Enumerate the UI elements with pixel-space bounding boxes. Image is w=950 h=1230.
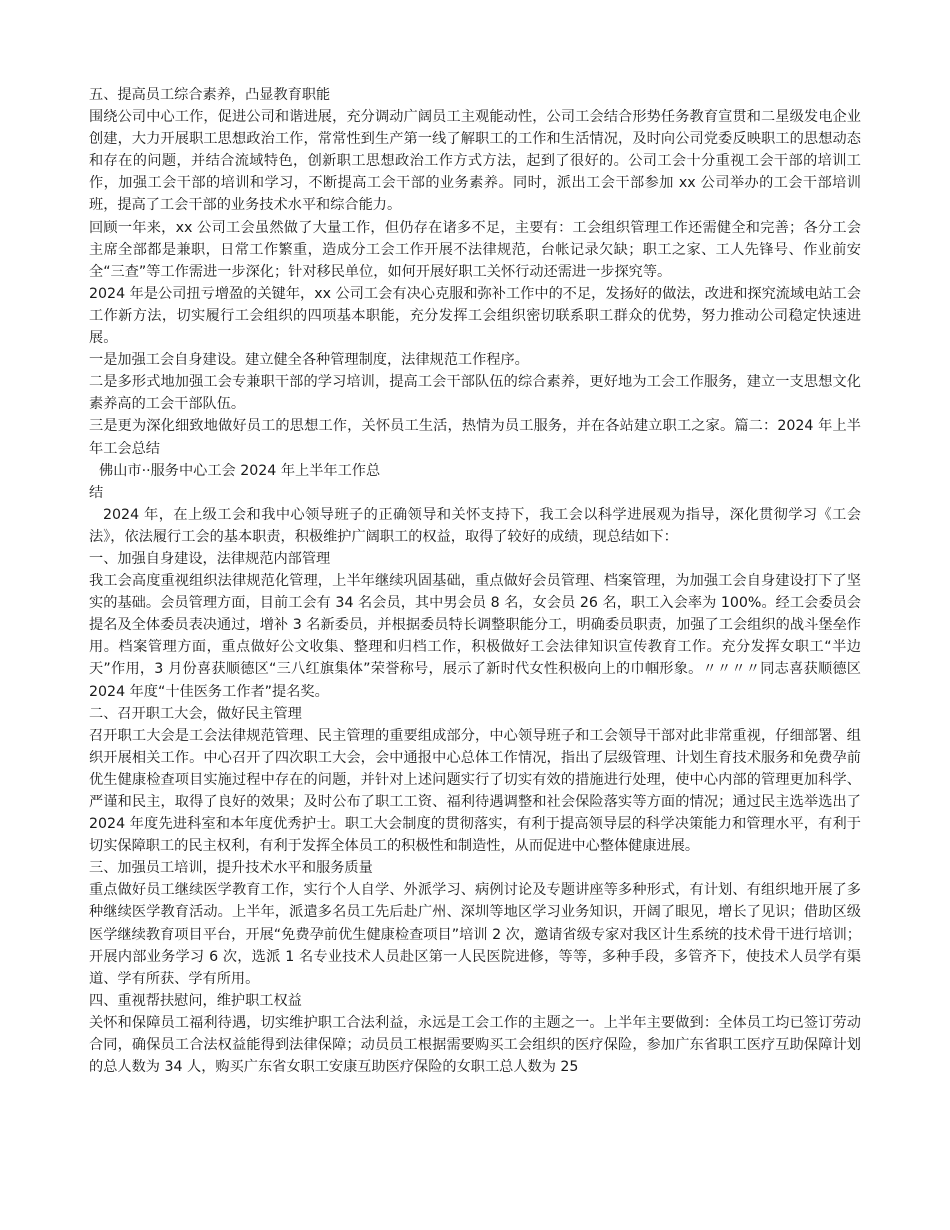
body-paragraph: 我工会高度重视组织法律规范化管理，上半年继续巩固基础，重点做好会员管理、档案管理，为加强工会自身建设打下了坚实的基础。会员管理方面，目前工会有 34 名会员，其中男会员 8 名，女会员 26 名，职工入会率为 100%。经工会委员会提名及全体委员表决通过，增补 3 名新委员，并根据委员特长调整职能分工，明确委员职责，加强了工会组织的战斗堡垒作用。档案管理方面，重点做好公文收集、整理和归档工作，积极做好工会法律知识宣传教育工作。充分发挥女职工“半边天”作用，3 月份喜获顺德区“三八红旗集体”荣誉称号，展示了新时代女性积极向上的巾帼形象。〃〃〃〃同志喜获顺德区 2024 年度“十佳医务工作者”提名奖。 (89, 573, 861, 700)
body-paragraph: 2024 年是公司扭亏增盈的关键年，xx 公司工会有决心克服和弥补工作中的不足，发扬好的做法，改进和探究流域电站工会工作新方法，切实履行工会组织的四项基本职能，充分发挥工会组织密切联系职工群众的优势，努力推动公司稳定快速进展。 (89, 285, 861, 347)
body-paragraph: 召开职工大会是工会法律规范管理、民主管理的重要组成部分，中心领导班子和工会领导干部对此非常重视，仔细部署、组织开展相关工作。中心召开了四次职工大会，会中通报中心总体工作情况，指出了层级管理、计划生育技术服务和免费孕前优生健康检查项目实施过程中存在的问题，并针对上述问题实行了切实有效的措施进行处理，使中心内部的管理更加科学、严谨和民主，取得了良好的效果；及时公布了职工工资、福利待遇调整和社会保险落实等方面的情况；通过民主选举选出了 2024 年度先进科室和本年度优秀护士。职工大会制度的贯彻落实，有利于提高领导层的科学决策能力和管理水平，有利于切实保障职工的民主权利，有利于发挥全体员工的积极性和制造性，从而促进中心整体健康进展。 (89, 727, 861, 855)
body-paragraph: 关怀和保障员工福利待遇，切实维护职工合法利益，永远是工会工作的主题之一。上半年主要做到：全体员工均已签订劳动合同，确保员工合法权益能得到法律保障；动员员工根据需要购买工会组织的医疗保险，参加广东省职工医疗互助保障计划的总人数为 34 人，购买广东省女职工安康互助医疗保险的女职工总人数为 25 (89, 1014, 861, 1076)
section-heading: 三、加强员工培训，提升技术水平和服务质量 (89, 860, 373, 877)
section-heading: 四、重视帮扶慰问，维护职工权益 (89, 992, 302, 1009)
section-heading: 一、加强自身建设，法律规范内部管理 (89, 550, 331, 567)
body-paragraph: 二是多形式地加强工会专兼职干部的学习培训，提高工会干部队伍的综合素养，更好地为工会工作服务，建立一支思想文化素养高的工会干部队伍。 (89, 374, 861, 413)
section-heading: 二、召开职工大会，做好民主管理 (89, 705, 302, 722)
body-paragraph: 三是更为深化细致地做好员工的思想工作，关怀员工生活，热情为员工服务，并在各站建立职工之家。篇二：2024 年上半年工会总结 (89, 418, 861, 457)
section-heading: 五、提高员工综合素养，凸显教育职能 (89, 87, 331, 103)
document-body (89, 84, 861, 1078)
body-paragraph: 2024 年，在上级工会和我中心领导班子的正确领导和关怀支持下，我工会以科学进展观为指导，深化贯彻学习《工会法》，依法履行工会的基本职责，积极维护广阔职工的权益，取得了较好的成绩，现总结如下： (89, 506, 861, 545)
body-paragraph: 围绕公司中心工作，促进公司和谐进展，充分调动广阔员工主观能动性，公司工会结合形势任务教育宣贯和二星级发电企业创建，大力开展职工思想政治工作，常常性到生产第一线了解职工的工作和生活情况，及时向公司党委反映职工的思想动态和存在的问题，并结合流域特色，创新职工思想政治工作方式方法，起到了很好的。公司工会十分重视工会干部的培训工作，加强工会干部的培训和学习，不断提高工会干部的业务素养。同时，派出工会干部参加 xx 公司举办的工会干部培训班，提高了工会干部的业务技术水平和综合能力。 (89, 109, 861, 214)
document-title: 佛山市··服务中心工会 2024 年上半年工作总 (99, 462, 381, 479)
body-paragraph: 回顾一年来，xx 公司工会虽然做了大量工作，但仍存在诸多不足，主要有：工会组织管理工作还需健全和完善；各分工会主席全部都是兼职，日常工作繁重，造成分工会工作开展不法律规范，台帐记录欠缺；职工之家、工人先锋号、作业前安全“三查”等工作需进一步深化；针对移民单位，如何开展好职工关怀行动还需进一步探究等。 (89, 219, 861, 280)
body-paragraph: 一是加强工会自身建设。建立健全各种管理制度，法律规范工作程序。 (89, 352, 529, 369)
body-paragraph: 重点做好员工继续医学教育工作，实行个人自学、外派学习、病例讨论及专题讲座等多种形式，有计划、有组织地开展了多种继续医学教育活动。上半年，派遣多名员工先后赴广州、深圳等地区学习业务知识，开阔了眼见，增长了见识；借助区级医学继续教育项目平台，开展“免费孕前优生健康检查项目”培训 2 次，邀请省级专家对我区计生系统的技术骨干进行培训；开展内部业务学习 6 次，选派 1 名专业技术人员赴区第一人民医院进修，等等，多种手段，多管齐下，使技术人员学有渠道、学有所获、学有所用。 (89, 882, 861, 987)
document-title-continued: 结 (89, 484, 104, 501)
